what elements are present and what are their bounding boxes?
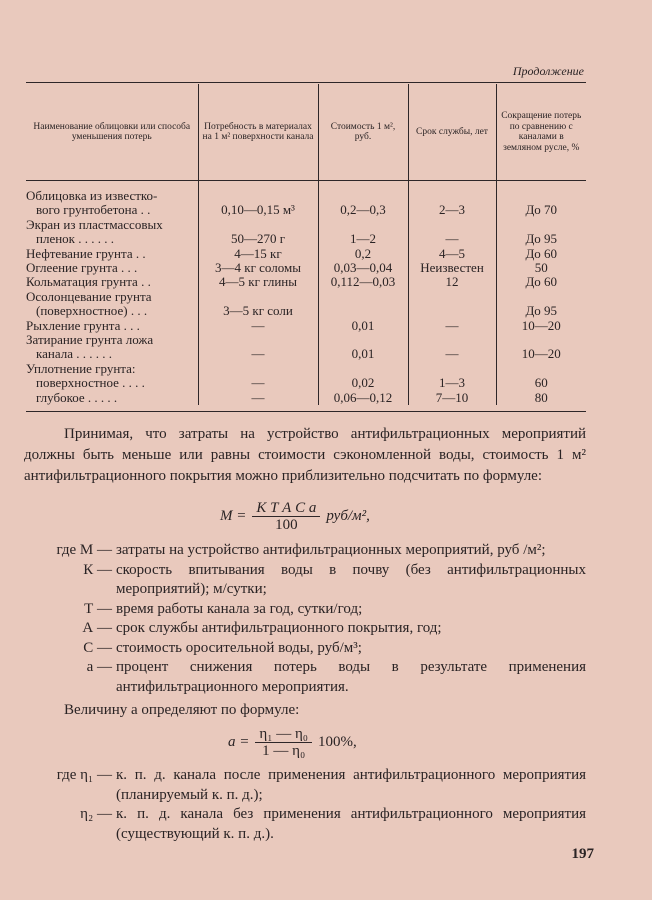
cell-red: 60 <box>496 362 586 391</box>
definition-item <box>24 561 586 600</box>
cell-cost: 0,03—0,04 <box>318 261 408 275</box>
second-paragraph: Величину а определяют по формуле: <box>64 702 300 718</box>
cell-life: 7—10 <box>408 391 496 405</box>
definition-item <box>24 600 586 620</box>
definition-text: затраты на устройство антифильтрационных мероприятий, руб /м²; <box>116 542 546 558</box>
cell-name-line: (поверхностное) . . . <box>36 303 148 319</box>
definition-symbol: а — <box>86 659 112 675</box>
cell-name <box>26 247 198 261</box>
formula1-definitions <box>24 541 586 697</box>
formula1-fraction <box>252 500 320 533</box>
cell-need: — <box>198 391 318 405</box>
definition-item <box>24 766 586 805</box>
definition-text: стоимость оросительной воды, руб/м³; <box>116 639 362 656</box>
efficiency-formula <box>228 726 357 759</box>
cell-name-line: пленок . . . . . . <box>36 231 114 247</box>
table-row <box>26 247 586 261</box>
cell-need: — <box>198 333 318 362</box>
table-row <box>26 275 586 289</box>
cell-need: 3—4 кг соломы <box>198 261 318 275</box>
definition-item <box>24 658 586 697</box>
cell-cost: 0,06—0,12 <box>318 391 408 405</box>
cell-cost: 0,01 <box>318 333 408 362</box>
cell-name <box>26 290 198 319</box>
col-header-need: Потребность в материалах на 1 м² поверхности канала <box>198 84 318 181</box>
cell-red: 80 <box>496 391 586 405</box>
table-top-rule <box>26 82 586 83</box>
cell-red: До 70 <box>496 181 586 218</box>
table-row <box>26 391 586 405</box>
cell-cost: 0,02 <box>318 362 408 391</box>
cell-cost: 0,2 <box>318 247 408 261</box>
cost-formula <box>220 500 370 533</box>
cell-red: 50 <box>496 261 586 275</box>
cell-life: Неизвестен <box>408 261 496 275</box>
definition-text: процент снижения потерь воды в результате применения антифильтрационного мероприятия. <box>116 659 586 695</box>
cell-red: До 60 <box>496 247 586 261</box>
cell-name-line: Затирание грунта ложа <box>26 332 154 348</box>
col-header-life: Срок службы, лет <box>408 84 496 181</box>
cell-need: 50—270 г <box>198 218 318 247</box>
definition-symbol: Т — <box>84 600 112 617</box>
cell-life: 12 <box>408 275 496 289</box>
definition-symbol: К — <box>83 561 112 578</box>
definition-symbol: С — <box>83 639 112 656</box>
cell-name-line: поверхностное . . . . <box>36 375 145 391</box>
table-row <box>26 290 586 319</box>
col-header-name: Наименование облицовки или способа уменьшения потерь <box>26 84 198 181</box>
cell-red: До 95 <box>496 218 586 247</box>
col-header-reduction: Сокращение потерь по сравнению с каналами в земляном русле, % <box>496 84 586 181</box>
continuation-label: Продолжение <box>512 64 584 78</box>
cell-life: — <box>408 218 496 247</box>
cell-life: 1—3 <box>408 362 496 391</box>
formula2-tail: 100%, <box>318 734 357 750</box>
cell-life: 4—5 <box>408 247 496 261</box>
cell-life: 2—3 <box>408 181 496 218</box>
definition-item <box>24 805 586 844</box>
definition-text: к. п. д. канала после применения антифильтрационного мероприятия (планируемый к. п. д.); <box>116 767 586 803</box>
formula2-definitions <box>24 766 586 844</box>
definition-symbol: А — <box>82 620 112 636</box>
cell-name-line: Облицовка из известко- <box>26 188 158 203</box>
cell-need: — <box>198 319 318 333</box>
table-row <box>26 319 586 333</box>
cell-red: До 95 <box>496 290 586 319</box>
formula2-fraction <box>255 726 312 759</box>
cell-need: 3—5 кг соли <box>198 290 318 319</box>
cell-cost <box>318 290 408 319</box>
definition-text: срок службы антифильтрационного покрытия, год; <box>116 620 442 636</box>
definition-item <box>24 639 586 659</box>
page-number: 197 <box>571 846 594 862</box>
col-header-cost: Стоимость 1 м², руб. <box>318 84 408 181</box>
formula1-denominator: 100 <box>275 517 298 533</box>
cell-name <box>26 218 198 247</box>
cell-need: 4—5 кг глины <box>198 275 318 289</box>
intro-paragraph: Принимая, что затраты на устройство антифильтрационных мероприятий должны быть меньше или равны стоимости сэкономленной воды, стоимость 1 м² антифильтрационного покрытия можно приблизительно подсчитать по формуле: <box>24 426 586 484</box>
formula1-numerator: К Т А С а <box>252 500 320 517</box>
cell-name <box>26 275 198 289</box>
table-header-row <box>26 84 586 181</box>
cell-life: — <box>408 333 496 362</box>
cell-name-line: канала . . . . . . <box>36 346 112 362</box>
definition-text: время работы канала за год, сутки/год; <box>116 600 363 617</box>
cell-name-line: глубокое . . . . . <box>36 389 118 405</box>
definition-symbol: где М — <box>56 542 112 558</box>
cell-name-line: Кольматация грунта . . <box>26 274 151 290</box>
table-bottom-rule <box>26 411 586 412</box>
cell-need: 4—15 кг <box>198 247 318 261</box>
definition-symbol: где η₁ — <box>56 767 112 783</box>
definition-item <box>24 619 586 639</box>
table-row <box>26 333 586 362</box>
formula2-numerator: η₁ — η₀ <box>255 726 312 743</box>
table-row <box>26 218 586 247</box>
cell-life: — <box>408 319 496 333</box>
formula1-lhs: M = <box>220 508 247 524</box>
formula2-denominator: 1 — η₀ <box>262 743 306 759</box>
cell-name <box>26 362 198 391</box>
cell-name <box>26 261 198 275</box>
definition-text: скорость впитывания воды в почву (без антифильтрационных мероприятий); м/сутки; <box>116 561 586 597</box>
cell-name-line: Осолонцевание грунта <box>26 288 152 304</box>
table-row <box>26 261 586 275</box>
cell-name-line: Экран из пластмассовых <box>26 216 163 232</box>
cell-cost: 0,01 <box>318 319 408 333</box>
cell-name <box>26 319 198 333</box>
cell-cost: 0,2—0,3 <box>318 181 408 218</box>
cell-name <box>26 333 198 362</box>
cell-life <box>408 290 496 319</box>
definition-text: к. п. д. канала без применения антифильтрационного мероприятия (существующий к. п. д.). <box>116 806 586 842</box>
cell-red: До 60 <box>496 275 586 289</box>
cell-red: 10—20 <box>496 333 586 362</box>
table-row <box>26 181 586 218</box>
cell-name-line: Рыхление грунта . . . <box>26 317 140 333</box>
table-row <box>26 362 586 391</box>
losses-table <box>26 84 586 405</box>
cell-name <box>26 181 198 218</box>
cell-name-line: Оглеение грунта . . . <box>26 260 138 276</box>
cell-need: 0,10—0,15 м³ <box>198 181 318 218</box>
cell-name-line: вого грунтобетона . . <box>36 202 151 218</box>
cell-cost: 1—2 <box>318 218 408 247</box>
formula2-lhs: a = <box>228 734 250 750</box>
formula1-unit: руб/м², <box>326 508 370 524</box>
cell-cost: 0,112—0,03 <box>318 275 408 289</box>
cell-need: — <box>198 362 318 391</box>
definition-symbol: η₂ — <box>80 806 112 822</box>
cell-name-line: Уплотнение грунта: <box>26 360 136 376</box>
definition-item <box>24 541 586 561</box>
cell-name <box>26 391 198 405</box>
cell-name-line: Нефтевание грунта . . <box>26 245 146 261</box>
cell-red: 10—20 <box>496 319 586 333</box>
